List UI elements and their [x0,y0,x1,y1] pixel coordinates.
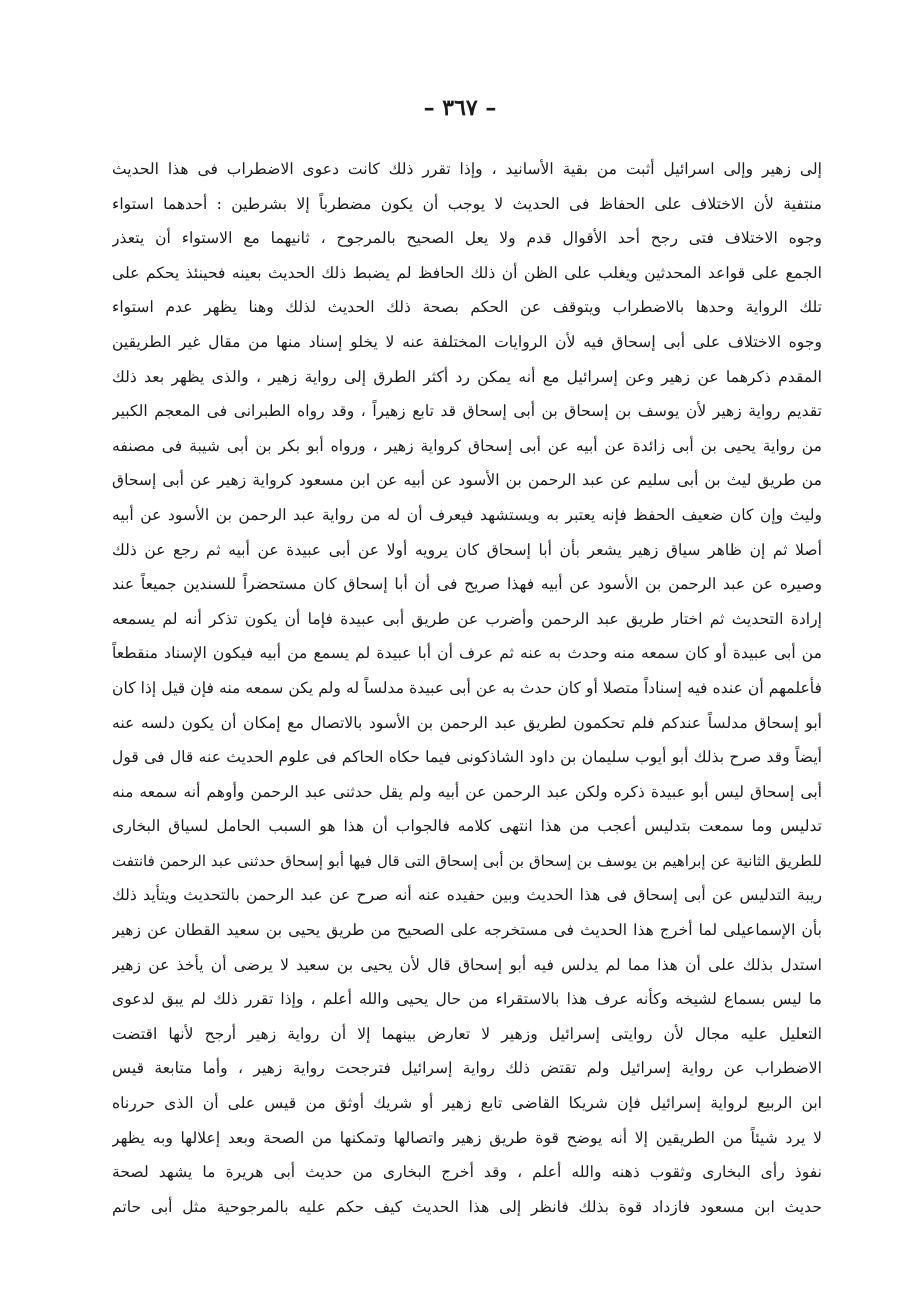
text-line: المقدم ذكرهما عن زهير وعن إسرائيل مع أنه يمكن رد أكثر الطرق إلى رواية زهير ، والذى يظهر بعد ذلك [112,367,822,386]
text-line: أصلا ثم إن ظاهر سياق زهير يشعر بأن أبا إسحاق كان يرويه أولا عن أبى عبيدة عن أبيه ثم رجع عن ذلك [112,540,822,559]
text-line: إرادة التحديث ثم اختار طريق عبد الرحمن وأضرب عن طريق أبى عبيدة فإما أن يكون تذكر أنه لم يسمعه [112,609,822,628]
text-line: أبى إسحاق ليس أبو عبيدة ذكره ولكن عبد الرحمن عن أبيه ولم يقل حدثنى عبد الرحمن وأوهم أنه سمعه منه [112,782,822,801]
text-line: نفوذ رأى البخارى وثقوب ذهنه والله أعلم ، وقد أخرج البخارى من حديث أبى هريرة ما يشهد لصحة [112,1163,822,1182]
text-line: ما ليس بسماع لشيخه وكأنه عرف هذا بالاستقراء من حال يحيى والله أعلم ، وإذا تقرر ذلك لم يبق لدعوى [112,990,822,1009]
text-line: وليث وإن كان ضعيف الحفظ فإنه يعتبر به ويستشهد فيعرف أن له من رواية عبد الرحمن بن الأسود عن أبيه [112,505,822,524]
text-line: منتفية لأن الاختلاف على الحفاظ فى الحديث لا يوجب أن يكون مضطرباً إلا بشرطين : أحدهما استواء [112,194,822,213]
text-line: الجمع على قواعد المحدثين ويغلب على الظن أن ذلك الحافظ لم يضبط ذلك الحديث بعينه فحينئذ يحكم على [112,263,822,282]
text-line: فأعلمهم أن عنده فيه إسناداً متصلا أو كان حدث به عن أبى عبيدة مدلساً له ولم يكن سمعه منه فإن قيل إذا كان [112,678,822,697]
text-line: حديث ابن مسعود فازداد قوة بذلك فانظر إلى هذا الحديث كيف حكم عليه بالمرجوحية مثل أبى حاتم [112,1197,822,1216]
text-line: تلك الرواية وحدها بالاضطراب ويتوقف عن الحكم بصحة ذلك الحديث لذلك وهنا يظهر عدم استواء [112,298,822,317]
text-line: تدليس وما سمعت بتدليس أعجب من هذا انتهى كلامه فالجواب أن هذا هو السبب الحامل لسياق البخارى [112,817,822,836]
text-line: استدل بذلك على أن هذا مما لم يدلس فيه أبو إسحاق قال لأن يحيى بن سعيد لا يرضى أن يأخذ عن زهير [112,955,822,974]
text-line: لا يرد شيئاً من الطريقين إلا أنه يوضح قوة طريق زهير واتصالها وتمكنها من الصحة وبعد إعلالها وبه يظهر [112,1128,822,1147]
page-number: – ٣٦٧ – [423,95,497,121]
text-line: وجوه الاختلاف على أبى إسحاق فيه لأن الروايات المختلفة عنه لا يخلو إسناد منها من مقال غير الطريقين [112,332,822,351]
text-line: أيضاً وقد صرح بذلك أبو أيوب سليمان بن داود الشاذكونى فيما حكاه الحاكم فى علوم الحديث عنه قال فى قول [112,748,822,767]
text-line: من أبى عبيدة أو كان سمعه منه وحدث به عنه ثم عرف أن أبا عبيدة لم يسمع من أبيه فيكون الإسناد منقطعاً [112,644,822,663]
text-line: وصيره عن عبد الرحمن بن الأسود عن أبيه فهذا صريح فى أن أبا إسحاق كان مستحضراً للسندين جميعاً عند [112,575,822,594]
body-text [112,152,822,1224]
text-line: بأن الإسماعيلى لما أخرج هذا الحديث فى مستخرجه على الصحيح من طريق يحيى بن سعيد القطان عن زهير [112,921,822,940]
text-line: التعليل عليه مجال لأن روايتى إسرائيل وزهير لا تعارض بينهما إلا أن رواية زهير أرجح لأنها اقتضت [112,1024,822,1043]
text-line: إلى زهير وإلى اسرائيل أثبت من بقية الأسانيد ، وإذا تقرر ذلك كانت دعوى الاضطراب فى هذا الحديث [112,160,822,178]
text-line: الاضطراب عن رواية إسرائيل ولم تقتض ذلك رواية إسرائيل فترجحت رواية زهير ، وأما متابعة قيس [112,1059,822,1078]
text-line: ريبة التدليس عن أبى إسحاق فى هذا الحديث وبين حفيده عنه أنه صرح عن عبد الرحمن بالتحديث ويتأيد ذلك [112,886,822,905]
text-line: أبو إسحاق مدلساً عندكم فلم تحكمون لطريق عبد الرحمن بن الأسود بالاتصال مع إمكان أن يكون دلسه عنه [112,713,822,732]
text-line: ابن الربيع لرواية إسرائيل فإن شريكا القاضى تابع زهير أو شريك أوثق من قيس على أن الذى حررناه [112,1094,822,1113]
text-line: تقديم رواية زهير لأن يوسف بن إسحاق بن أبى إسحاق قد تابع زهيراً ، وقد رواه الطبرانى فى المعجم الكبير [112,402,822,421]
text-line: وجوه الاختلاف فتى رجح أحد الأقوال قدم ولا يعل الصحيح بالمرجوح ، ثانيهما مع الاستواء أن يتعذر [112,229,822,248]
text-line: من طريق ليث بن أبى سليم عن عبد الرحمن بن الأسود عن أبيه عن ابن مسعود كرواية زهير عن أبى إسحاق [112,471,822,490]
text-line: من رواية يحيى بن أبى زائدة عن أبيه عن أبى إسحاق كرواية زهير ، ورواه أبو بكر بن أبى شيبة فى مصنفه [112,436,822,455]
text-line: للطريق الثانية عن إبراهيم بن يوسف بن إسحاق بن أبى إسحاق التى قال فيها أبو إسحاق حدثنى عبد الرحمن فانتفت [112,851,822,870]
